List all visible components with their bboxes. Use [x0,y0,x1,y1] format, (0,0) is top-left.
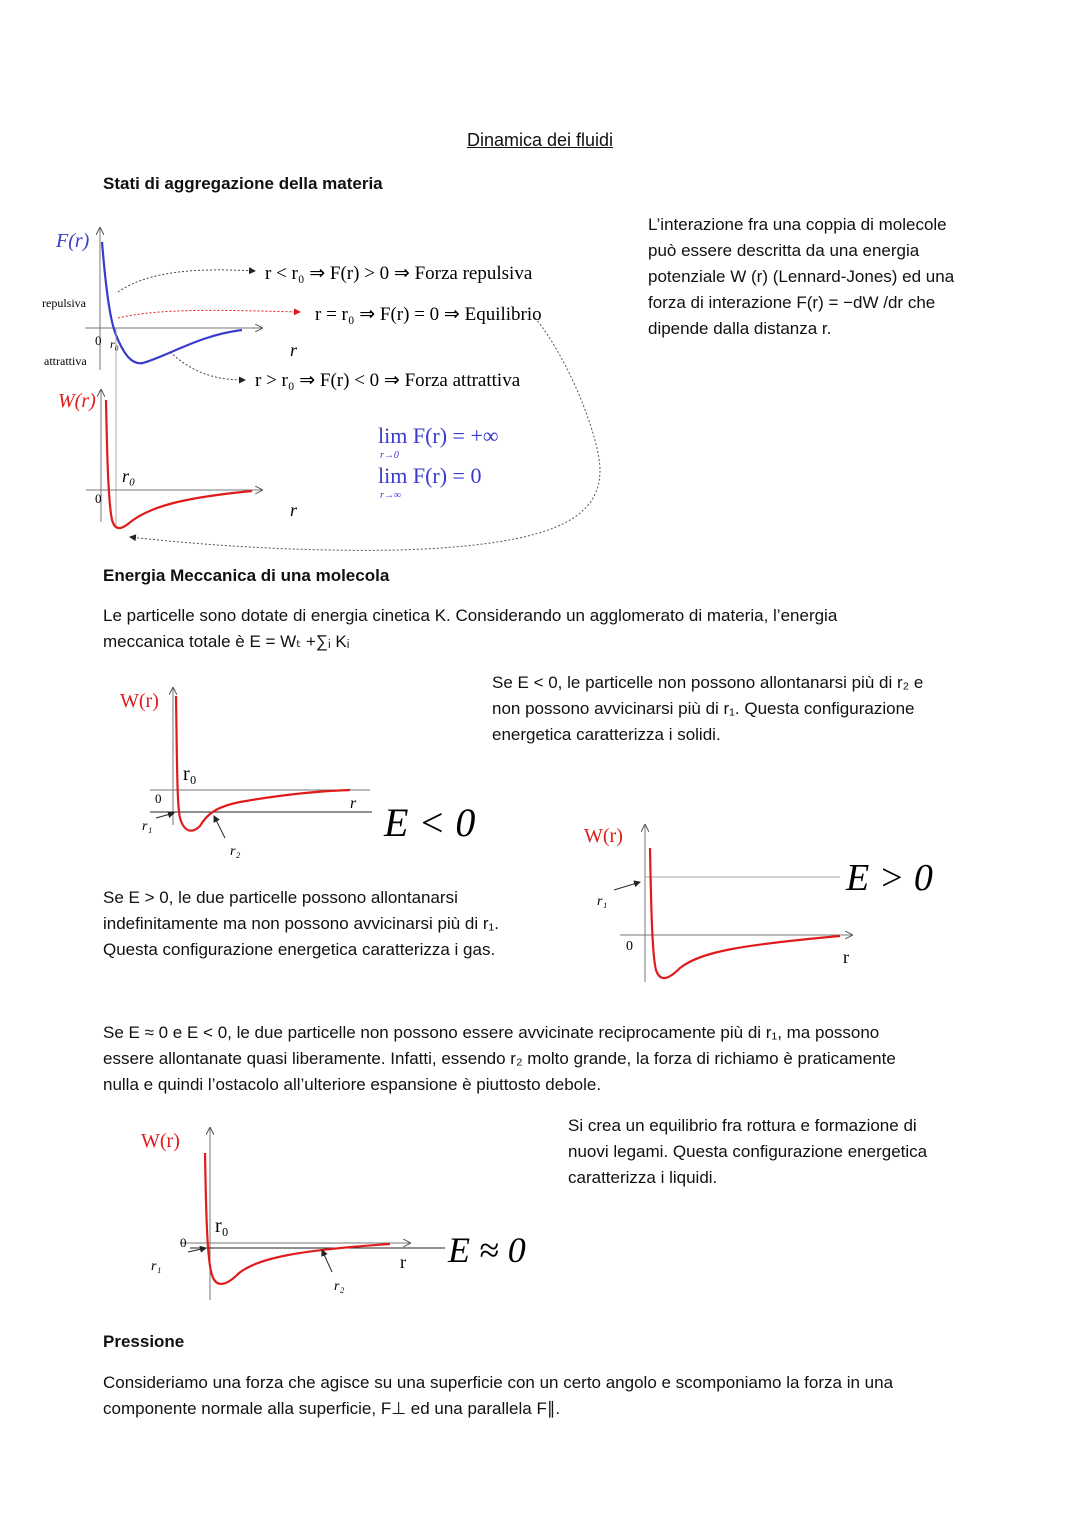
figure-line [188,1248,206,1252]
figure-label: r₁ [151,1259,162,1274]
origin-label: 0 [95,333,102,348]
text-line: non possono avvicinarsi più di r₁. Questa configurazione [492,699,915,718]
text-line: nuovi legami. Questa configurazione energetica [568,1142,928,1161]
text-line: potenziale W (r) (Lennard-Jones) ed una [648,267,955,286]
figure-line [156,813,174,818]
figure-label: W(r) [584,825,623,847]
text-line: Se E ≈ 0 e E < 0, le due particelle non possono essere avvicinate reciprocamente più di r₁, ma possono [103,1023,880,1042]
figure-label: 0 [180,1235,187,1250]
text-line: energetica caratterizza i solidi. [492,725,721,744]
figure-curve [650,848,840,978]
repulsiva-label: repulsiva [42,296,86,310]
r0-label: r₀ [122,466,136,486]
solid-potential-figure [120,688,475,859]
figure-line [214,816,225,838]
text-line: può essere descritta da una energia [648,241,920,260]
figure-curve [205,1153,390,1284]
text-line: Se E < 0, le particelle non possono allontanarsi più di r₂ e [492,673,924,692]
figure-label: W(r) [141,1130,180,1152]
r-axis-label: r [290,500,298,520]
attrattiva-label: attrattiva [44,354,87,368]
r0-label: r₀ [110,337,119,351]
text-line: L’interazione fra una coppia di molecole [648,215,947,234]
attractive-rule: r > r₀ ⇒ F(r) < 0 ⇒ Forza attrattiva [255,370,521,391]
liquid-potential-figure [141,1128,526,1300]
text-line: Si crea un equilibrio fra rottura e formazione di [568,1116,917,1135]
figure-label: r [843,947,849,967]
section-heading-mechanical: Energia Meccanica di una molecola [103,566,390,585]
text-line: forza di interazione F(r) = −dW /dr che [648,293,936,312]
figure-label: 0 [626,939,633,954]
pressure-paragraph [103,1370,893,1422]
text-line: Questa configurazione energetica caratterizza i gas. [103,940,496,959]
energy-condition-label: E ≈ 0 [448,1230,526,1270]
limit-infinity: lim F(r) = 0 [378,463,482,488]
w-label: W(r) [58,390,96,412]
figure-label: r₂ [230,844,241,859]
text-line: nulla e quindi l’ostacolo all’ulteriore espansione è piuttosto debole. [103,1075,602,1094]
text-line: dipende dalla distanza r. [648,319,832,338]
equilibrium-rule: r = r₀ ⇒ F(r) = 0 ⇒ Equilibrio [315,304,542,325]
energy-condition-label: E < 0 [384,800,476,845]
f-label: F(r) [56,230,90,252]
dashed-arrow [130,318,600,550]
gas-potential-figure [584,825,933,982]
potential-curve [106,400,252,528]
page-title: Dinamica dei fluidi [466,130,614,150]
limit-zero-sub: r→0 [380,450,399,461]
section-heading-pressure: Pressione [103,1332,185,1351]
solid-paragraph [492,670,923,748]
liquid-intro-paragraph [103,1020,896,1098]
text-line: componente normale alla superficie, F⊥ ed una parallela F∥. [103,1399,561,1418]
figure-label: r₁ [142,819,153,834]
figure-label: r [350,795,357,812]
limit-zero: lim F(r) = +∞ [378,423,499,448]
text-line: indefinitamente ma non possono avvicinarsi più di r₁. [103,914,500,933]
figure-label: r₁ [597,894,608,909]
figure-label: r₂ [334,1279,345,1294]
text-line: Se E > 0, le due particelle possono allontanarsi [103,888,458,907]
dashed-arrow [118,270,255,292]
liquid-paragraph [568,1113,927,1191]
mechanical-energy-paragraph [103,603,837,655]
text-line: meccanica totale è E = Wₜ +∑ᵢ Kᵢ [103,632,350,651]
text-line: caratterizza i liquidi. [568,1168,718,1187]
gas-paragraph [103,885,499,963]
figure-label: 0 [155,791,162,806]
text-line: Le particelle sono dotate di energia cinetica K. Considerando un agglomerato di materia, l’energia [103,606,838,625]
figure-label: r₀ [183,763,197,785]
figure-label: r [400,1252,406,1272]
dashed-arrow-red [118,310,300,318]
text-line: essere allontanate quasi liberamente. Infatti, essendo r₂ molto grande, la forza di richiamo è praticamente [103,1049,896,1068]
dashed-arrow [170,352,245,380]
figure-line [322,1250,332,1272]
force-curve [102,242,242,363]
text-line: Consideriamo una forza che agisce su una superficie con un certo angolo e scomponiamo la forza in una [103,1373,894,1392]
repulsive-rule: r < r₀ ⇒ F(r) > 0 ⇒ Forza repulsiva [265,263,533,284]
r-axis-label: r [290,340,298,360]
origin-label: 0 [95,491,102,506]
figure-label: W(r) [120,690,159,712]
limit-infinity-sub: r→∞ [380,490,402,501]
figure-label: r₀ [215,1215,229,1237]
section-heading-states: Stati di aggregazione della materia [103,174,383,193]
figure-line [614,882,640,890]
energy-condition-label: E > 0 [846,857,933,899]
figure-curve [176,696,350,831]
